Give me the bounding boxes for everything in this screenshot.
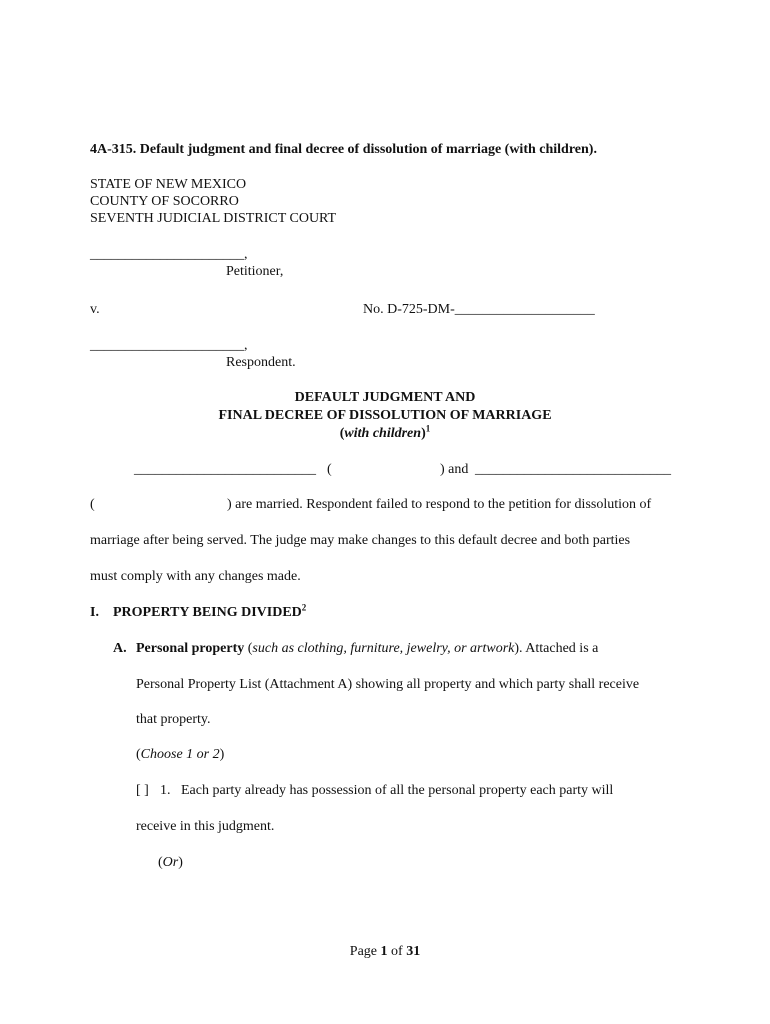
sub-a-hint: such as clothing, furniture, jewelry, or artwork (252, 641, 515, 656)
court-district: SEVENTH JUDICIAL DISTRICT COURT (90, 211, 337, 226)
sub-a-line2: Personal Property List (Attachment A) showing all property and which party shall receive (136, 677, 640, 692)
petitioner-name-field[interactable]: ______________________, (90, 247, 248, 262)
case-number-field[interactable]: No. D-725-DM-____________________ (363, 302, 595, 317)
choose-instruction: (Choose 1 or 2) (136, 747, 225, 762)
option1-number: 1. (160, 783, 171, 798)
party-paren-open: ( (327, 462, 332, 477)
para1-line1: ) are married. Respondent failed to respond to the petition for dissolution of (227, 497, 652, 512)
respondent-label: Respondent. (226, 355, 296, 370)
footnote-ref-1: 1 (425, 423, 431, 434)
heading-with-children: with children (344, 426, 422, 441)
page-total: 31 (406, 944, 421, 959)
section1-number: I. (90, 605, 99, 620)
footnote-ref-2: 2 (301, 602, 307, 613)
option1-line2: receive in this judgment. (136, 819, 275, 834)
petitioner-full-name-field[interactable]: __________________________ (134, 462, 316, 477)
para1-line2: marriage after being served. The judge may make changes to this default decree and both parties (90, 533, 631, 548)
section1-title: PROPERTY BEING DIVIDED$^2$ (113, 602, 307, 620)
para1-line3: must comply with any changes made. (90, 569, 301, 584)
option1-checkbox[interactable]: [ ] (136, 783, 149, 798)
form-title: 4A-315. Default judgment and final decree of dissolution of marriage (with children). (90, 142, 597, 157)
respondent-name-field[interactable]: ______________________, (90, 338, 248, 353)
versus-label: v. (90, 302, 100, 317)
respondent-full-name-field[interactable]: ____________________________ (475, 462, 671, 477)
sub-a-line1-tail: ). Attached is a (514, 641, 599, 656)
party-paren-close: ) and (440, 462, 469, 477)
or-separator: (Or) (158, 855, 183, 870)
sub-a-line3: that property. (136, 712, 211, 727)
sub-a-letter: A. (113, 641, 127, 656)
heading-line2: FINAL DECREE OF DISSOLUTION OF MARRIAGE (218, 408, 552, 423)
heading-paren-close: ) (421, 426, 426, 441)
sub-a-line1: Personal property (such as clothing, furniture, jewelry, or artwork). Attached is a (136, 641, 599, 656)
sub-a-label: Personal property (136, 641, 245, 656)
court-state: STATE OF NEW MEXICO (90, 177, 247, 192)
heading-line1: DEFAULT JUDGMENT AND (294, 390, 476, 405)
page-number: 1 (380, 944, 388, 959)
heading-paren-open: ( (339, 426, 345, 441)
para1-paren-open: ( (90, 497, 95, 512)
heading-line3 (0, 423, 770, 442)
page-footer: Page 1 of 31 (349, 944, 421, 959)
option1-text: Each party already has possession of all the personal property each party will (181, 783, 614, 798)
petitioner-label: Petitioner, (226, 264, 284, 279)
court-county: COUNTY OF SOCORRO (90, 194, 239, 209)
